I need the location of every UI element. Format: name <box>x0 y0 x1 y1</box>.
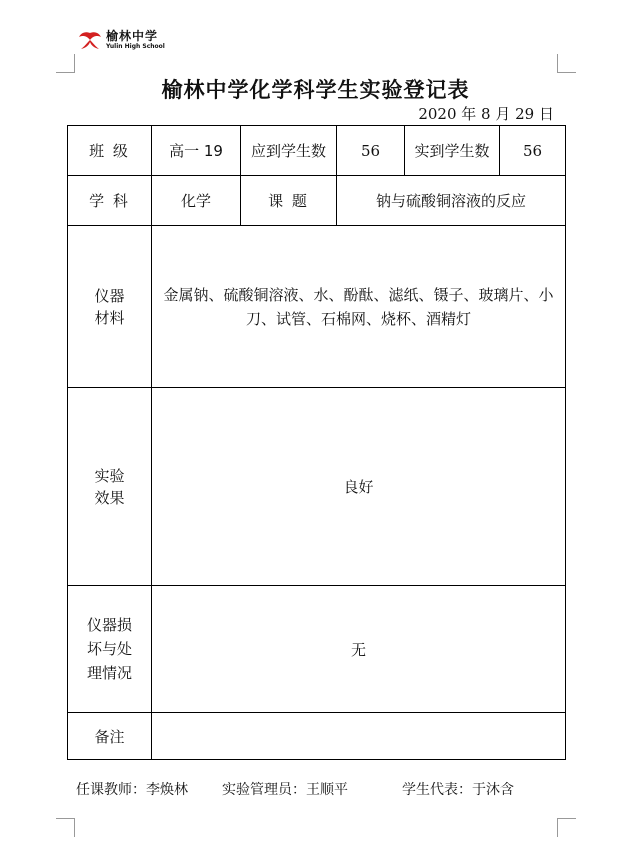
remarks-value <box>152 713 566 760</box>
topic-value: 钠与硫酸铜溶液的反应 <box>337 176 566 226</box>
actual-students-label: 实到学生数 <box>405 126 500 176</box>
subject-value: 化学 <box>152 176 241 226</box>
effect-value: 良好 <box>152 388 566 586</box>
form-date: 2020 年 8 月 29 日 <box>418 105 554 123</box>
lab-manager-signature: 实验管理员：王顺平 <box>222 782 348 798</box>
school-emblem-icon <box>78 30 102 50</box>
teacher-signature: 任课教师：李焕林 <box>76 782 188 798</box>
logo-name-en: Yulin High School <box>106 43 165 50</box>
crop-mark-top-left <box>56 54 75 73</box>
subject-row <box>68 176 566 226</box>
topic-label: 课 题 <box>241 176 337 226</box>
expected-students-value: 56 <box>337 126 405 176</box>
registration-table <box>67 125 566 760</box>
crop-mark-bottom-left <box>56 818 75 837</box>
equipment-label: 仪器 材料 <box>68 226 152 388</box>
actual-students-value: 56 <box>500 126 566 176</box>
remarks-row <box>68 713 566 760</box>
damage-label: 仪器损 坏与处 理情况 <box>68 586 152 713</box>
subject-label: 学 科 <box>68 176 152 226</box>
class-label: 班 级 <box>68 126 152 176</box>
damage-row <box>68 586 566 713</box>
remarks-label: 备注 <box>68 713 152 760</box>
damage-value: 无 <box>152 586 566 713</box>
effect-row <box>68 388 566 586</box>
crop-mark-bottom-right <box>557 818 576 837</box>
class-value: 高一 19 <box>152 126 241 176</box>
student-representative-signature: 学生代表：于沐含 <box>402 782 514 798</box>
equipment-row <box>68 226 566 388</box>
logo-name-cn: 榆林中学 <box>106 29 159 43</box>
page-title: 榆林中学化学科学生实验登记表 <box>161 78 470 102</box>
equipment-value: 金属钠、硫酸铜溶液、水、酚酞、滤纸、镊子、玻璃片、小刀、试管、石棉网、烧杯、酒精灯 <box>152 226 566 388</box>
class-row <box>68 126 566 176</box>
signature-footer <box>76 779 514 799</box>
school-logo <box>78 30 165 50</box>
crop-mark-top-right <box>557 54 576 73</box>
expected-students-label: 应到学生数 <box>241 126 337 176</box>
effect-label: 实验 效果 <box>68 388 152 586</box>
